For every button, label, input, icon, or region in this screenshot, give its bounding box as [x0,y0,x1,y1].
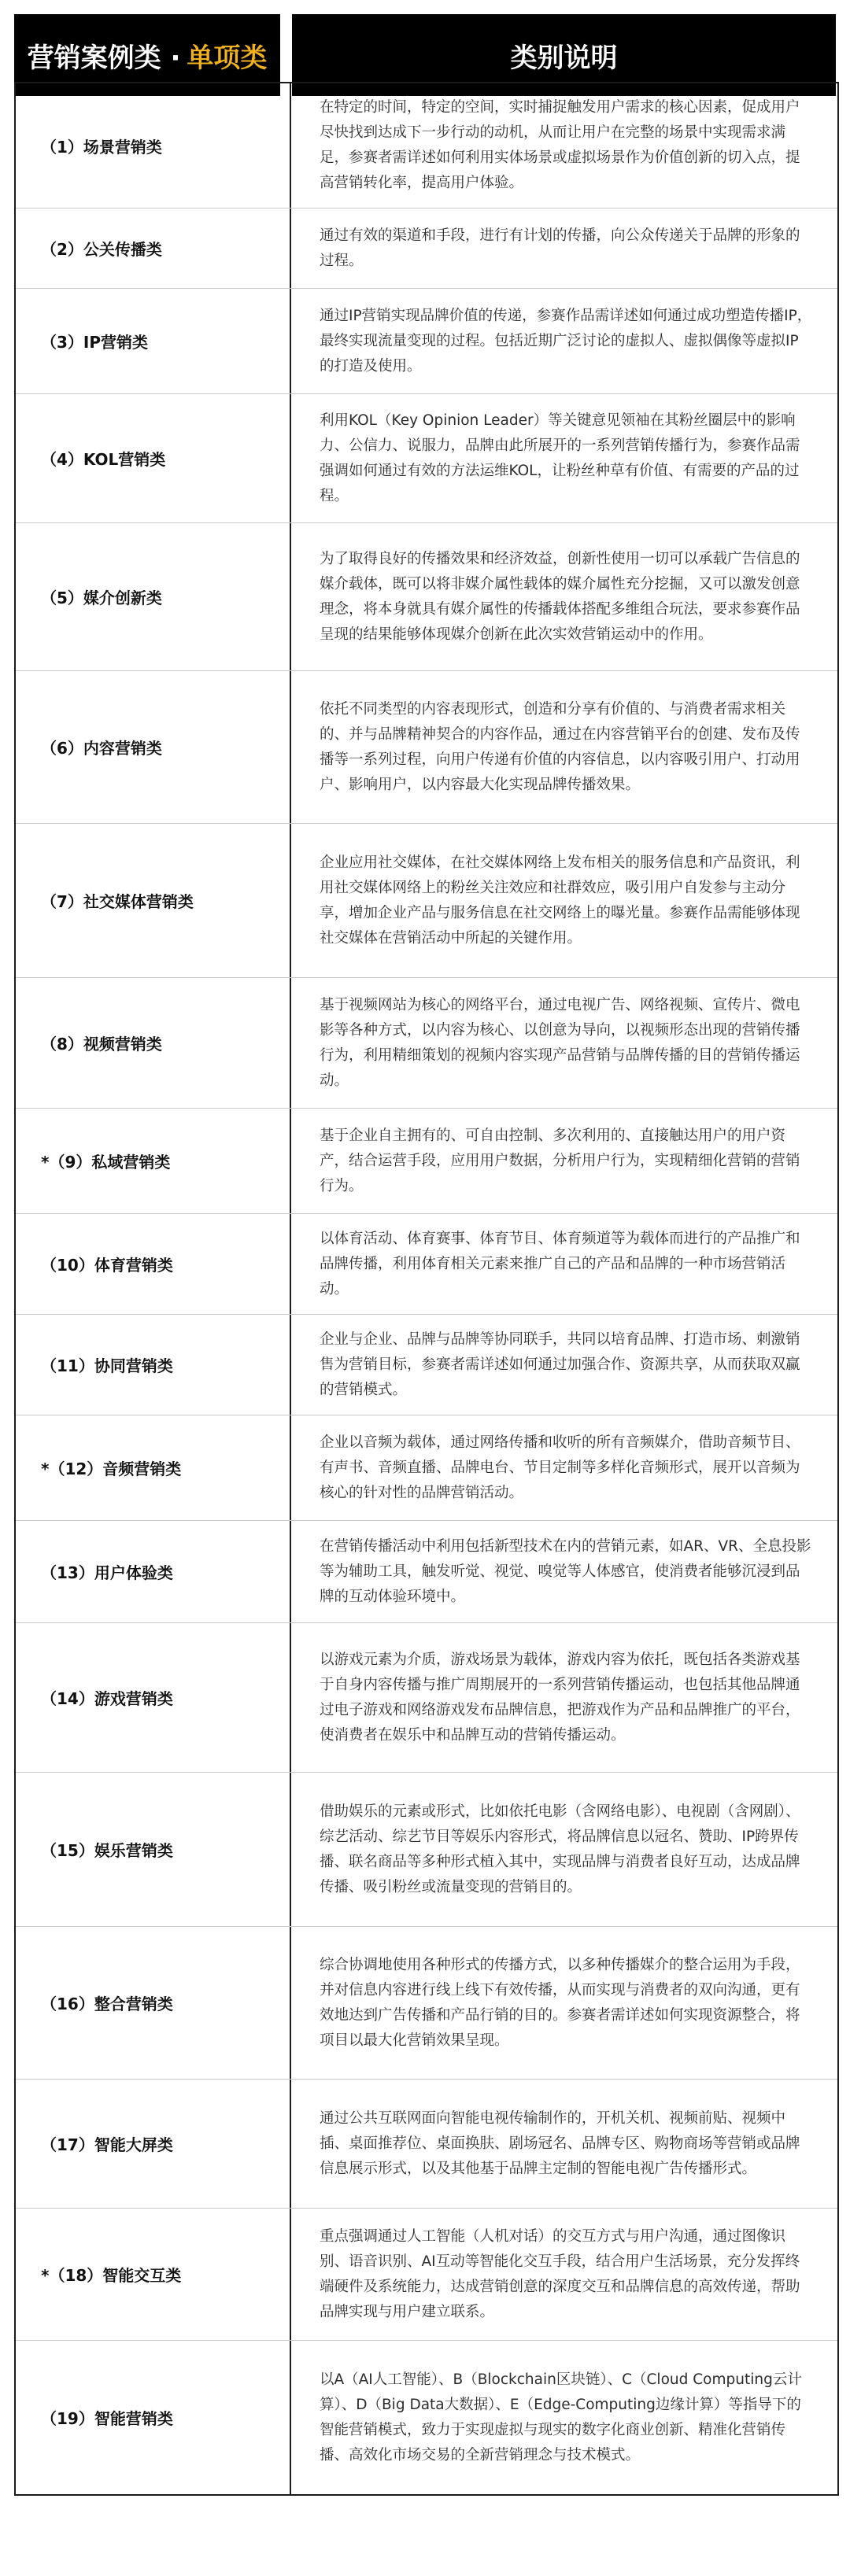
category-name: （7）社交媒体营销类 [16,824,291,977]
category-name: （14）游戏营销类 [16,1623,291,1772]
category-description: 以A（AI人工智能）、B（Blockchain区块链）、C（Cloud Computing云计算）、D（Big Data大数据）、E（Edge-Computing边缘计算）等指导下的智能营销模式，致力于实现虚拟与现实的数字化商业创新、精准化营销传播、高效化市场交易的全新营销理念与技术模式。 [320,2371,802,2463]
category-description: 企业以音频为载体，通过网络传播和收听的所有音频媒介，借助音频节目、有声书、音频直播、品牌电台、节目定制等多样化音频形式，展开以音频为核心的针对性的品牌营销活动。 [320,1434,800,1501]
category-description: 企业应用社交媒体，在社交媒体网络上发布相关的服务信息和产品资讯，利用社交媒体网络上的粉丝关注效应和社群效应，吸引用户自发参与主动分享，增加企业产品与服务信息在社交网络上的曝光量。参赛作品需能够体现社交媒体在营销活动中所起的关键作用。 [320,854,800,947]
category-description: 依托不同类型的内容表现形式，创造和分享有价值的、与消费者需求相关的、并与品牌精神契合的内容作品，通过在内容营销平台的创建、发布及传播等一系列过程，向用户传递有价值的内容信息，以内容吸引用户、打动用户、影响用户，以内容最大化实现品牌传播效果。 [320,700,800,793]
table-row [16,2079,837,2208]
category-name: *（9）私域营销类 [16,1109,291,1213]
category-description: 综合协调地使用各种形式的传播方式，以多种传播媒介的整合运用为手段，并对信息内容进行线上线下有效传播，从而实现与消费者的双向沟通，更有效地达到广告传播和产品行销的目的。参赛者需详述如何实现资源整合，将项目以最大化营销效果呈现。 [320,1956,800,2049]
table-row [16,1520,837,1622]
category-description: 以体育活动、体育赛事、体育节目、体育频道等为载体而进行的产品推广和品牌传播，利用体育相关元素来推广自己的产品和品牌的一种市场营销活动。 [320,1230,800,1297]
table-row [16,1926,837,2079]
category-name: （6）内容营销类 [16,671,291,823]
table-row [16,208,837,288]
table-row [16,1213,837,1314]
category-description: 通过IP营销实现品牌价值的传递，参赛作品需详述如何通过成功塑造传播IP，最终实现流量变现的过程。包括近期广泛讨论的虚拟人、虚拟偶像等虚拟IP的打造及使用。 [320,307,812,375]
category-description: 以游戏元素为介质，游戏场景为载体，游戏内容为依托，既包括各类游戏基于自身内容传播与推广周期展开的一系列营销传播运动，也包括其他品牌通过电子游戏和网络游戏发布品牌信息，把游戏作为产品和品牌推广的平台，使消费者在娱乐中和品牌互动的营销传播运动。 [320,1651,800,1744]
category-description: 在营销传播活动中利用包括新型技术在内的营销元素，如AR、VR、全息投影等为辅助工具，触发听觉、视觉、嗅觉等人体感官，使消费者能够沉浸到品牌的互动体验环境中。 [320,1537,811,1605]
table-row [16,82,837,208]
category-name: （15）娱乐营销类 [16,1773,291,1926]
header-category-main: 营销案例类 · [27,42,181,74]
table-row [16,1622,837,1772]
table-row [16,288,837,393]
table-row [16,1108,837,1213]
category-description: 利用KOL（Key Opinion Leader）等关键意见领袖在其粉丝圈层中的影响力、公信力、说服力，品牌由此所展开的一系列营销传播行为，参赛作品需强调如何通过有效的方法运维KOL，让粉丝种草有价值、有需要的产品的过程。 [320,411,800,504]
category-name: （13）用户体验类 [16,1521,291,1622]
table-row [16,1314,837,1415]
category-description: 重点强调通过人工智能（人机对话）的交互方式与用户沟通，通过图像识别、语音识别、AI互动等智能化交互手段，结合用户生活场景，充分发挥终端硬件及系统能力，达成营销创意的深度交互和品牌信息的高效传递，帮助品牌实现与用户建立联系。 [320,2227,800,2320]
category-name: （4）KOL营销类 [16,394,291,522]
category-description: 企业与企业、品牌与品牌等协同联手，共同以培育品牌、打造市场、刺激销售为营销目标，参赛者需详述如何通过加强合作、资源共享，从而获取双赢的营销模式。 [320,1330,800,1398]
category-description: 通过有效的渠道和手段，进行有计划的传播，向公众传递关于品牌的形象的过程。 [320,227,800,269]
category-name: （17）智能大屏类 [16,2080,291,2208]
category-description: 通过公共互联网面向智能电视传输制作的，开机关机、视频前贴、视频中插、桌面推荐位、桌面换肤、剧场冠名、品牌专区、购物商场等营销或品牌信息展示形式，以及其他基于品牌主定制的智能电视广告传播形式。 [320,2109,800,2177]
category-name: （11）协同营销类 [16,1315,291,1415]
category-name: （19）智能营销类 [16,2341,291,2494]
category-description: 基于视频网站为核心的网络平台，通过电视广告、网络视频、宣传片、微电影等各种方式，以内容为核心、以创意为导向，以视频形态出现的营销传播行为，利用精细策划的视频内容实现产品营销与品牌传播的目的营销传播运动。 [320,996,800,1089]
header-category-accent: 单项类 [187,42,268,74]
category-name: *（18）智能交互类 [16,2209,291,2340]
table-row [16,977,837,1108]
category-description: 借助娱乐的元素或形式，比如依托电影（含网络电影）、电视剧（含网剧）、综艺活动、综艺节目等娱乐内容形式，将品牌信息以冠名、赞助、IP跨界传播、联名商品等多种形式植入其中，实现品牌与消费者良好互动，达成品牌传播、吸引粉丝或流量变现的营销目的。 [320,1803,800,1895]
category-description: 基于企业自主拥有的、可自由控制、多次利用的、直接触达用户的用户资产，结合运营手段，应用用户数据，分析用户行为，实现精细化营销的营销行为。 [320,1127,800,1194]
category-name: （10）体育营销类 [16,1214,291,1314]
category-name: （5）媒介创新类 [16,523,291,670]
category-name: （16）整合营销类 [16,1927,291,2079]
category-name: *（12）音频营销类 [16,1415,291,1520]
category-name: （3）IP营销类 [16,289,291,393]
table-row [16,670,837,823]
header-description-text: 类别说明 [510,42,618,74]
table-row [16,1772,837,1926]
category-description: 为了取得良好的传播效果和经济效益，创新性使用一切可以承载广告信息的媒介载体，既可以将非媒介属性载体的媒介属性充分挖掘，又可以激发创意理念，将本身就具有媒介属性的传播载体搭配多维组合玩法，要求参赛作品呈现的结果能够体现媒介创新在此次实效营销运动中的作用。 [320,550,800,643]
table-row [16,522,837,670]
category-description: 在特定的时间，特定的空间，实时捕捉触发用户需求的核心因素，促成用户尽快找到达成下一步行动的动机，从而让用户在完整的场景中实现需求满足，参赛者需详述如何利用实体场景或虚拟场景作为价值创新的切入点，提高营销转化率，提高用户体验。 [320,99,800,191]
table-row [16,2340,837,2494]
table-row [16,823,837,977]
category-name: （1）场景营销类 [16,83,291,208]
table-row [16,393,837,522]
table-row [16,2208,837,2340]
category-name: （2）公关传播类 [16,209,291,288]
category-name: （8）视频营销类 [16,978,291,1108]
table-row [16,1415,837,1520]
category-table [14,82,839,2496]
